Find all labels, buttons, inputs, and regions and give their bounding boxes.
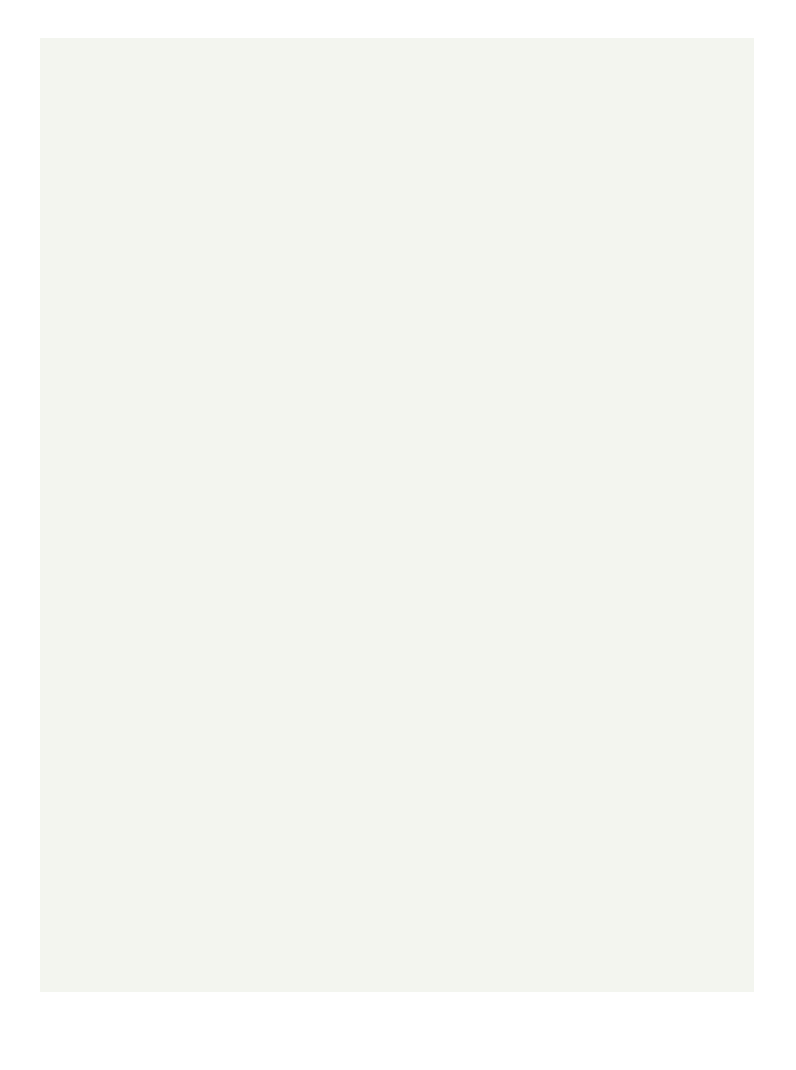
chart-board bbox=[40, 38, 754, 992]
